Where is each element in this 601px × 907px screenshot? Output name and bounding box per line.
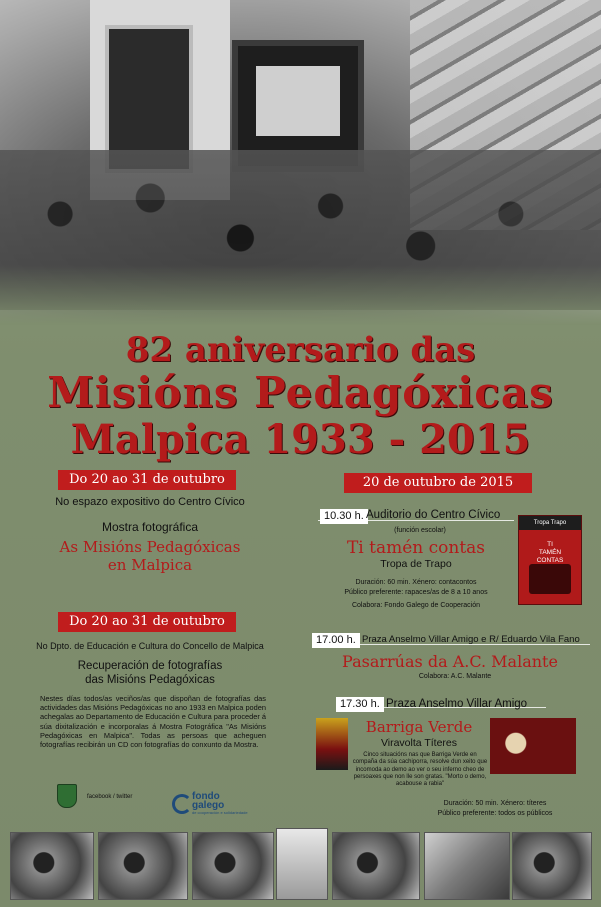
social-links[interactable]: facebook / twitter [87, 794, 133, 800]
exhibit-title-1: As Misións Pedagóxicas [59, 538, 241, 556]
ev2-title: Pasarrúas da A.C. Malante [342, 652, 558, 671]
thumb-photo-6 [424, 832, 510, 900]
ev1-note: (función escolar) [394, 527, 446, 534]
thumb-photo-4 [276, 828, 328, 900]
ev3-description: Cinco situacións nas que Barriga Verde en compaña da súa cachiporra, resolve dun xeito que incomoda ao demo ao ver o seu inferno cheo de persoaxes que non lle son gratas. "Morto o demo, acabouse a rabia" [352, 752, 488, 788]
ev1-company: Tropa de Trapo [380, 558, 452, 570]
fondo-galego-logo [172, 792, 252, 814]
title-line-1: 82 aniversario das [125, 330, 476, 370]
thumb-photo-2 [98, 832, 188, 900]
fondo-galego-sub: de cooperación e solidariedade [192, 810, 248, 815]
ev3-title: Barriga Verde [365, 718, 473, 736]
ev1-time: 10.30 h. [320, 509, 368, 524]
fondo-galego-text: fondo galego [192, 791, 225, 811]
book-header: Tropa Trapo [519, 516, 581, 530]
ev1-duration: Duración: 60 min. Xénero: contacontos [355, 579, 477, 586]
place-2: No Dpto. de Educación e Cultura do Concello de Malpica [36, 641, 264, 651]
ev2-collab: Colabora: A.C. Malante [418, 673, 492, 680]
thumb-photo-3 [192, 832, 274, 900]
malpica-crest-icon [57, 784, 77, 808]
recovery-line-2: das Misións Pedagóxicas [85, 674, 215, 686]
title-line-2: Misións Pedagóxicas [47, 368, 554, 417]
book-illustration [529, 564, 571, 594]
title-line-3: Malpica 1933 - 2015 [70, 416, 531, 463]
exhibit-title-2: en Malpica [107, 556, 193, 574]
ev1-title: Ti tamén contas [346, 538, 486, 558]
thumb-photo-7 [512, 832, 592, 900]
thumb-photo-5 [332, 832, 420, 900]
book-title: TI TAMÉN CONTAS [536, 541, 564, 564]
barriga-verde-photo-left [316, 718, 348, 770]
ev3-place: Praza Anselmo Villar Amigo [386, 698, 528, 710]
place-1: No espazo expositivo do Centro Cívico [55, 496, 245, 508]
date-tag-2: Do 20 ao 31 de outubro [58, 612, 236, 632]
ev3-company: Viravolta Títeres [380, 737, 458, 749]
date-tag-right: 20 de outubro de 2015 [344, 473, 532, 493]
ev2-place: Praza Anselmo Villar Amigo e R/ Eduardo Vila Fano [362, 634, 580, 645]
exhibit-label: Mostra fotográfica [101, 520, 199, 534]
fondo-galego-icon [172, 794, 192, 814]
thumb-photo-1 [10, 832, 94, 900]
recovery-line-1: Recuperación de fotografías [77, 660, 223, 672]
ev1-place: Auditorio do Centro Cívico [366, 509, 501, 521]
ev1-collab: Colabora: Fondo Galego de Cooperación [351, 602, 481, 609]
ev3-time: 17.30 h. [336, 697, 384, 712]
recovery-paragraph: Nestes días todos/as veciños/as que dispoñan de fotografías das actividades das Misións Pedagóxicas no ano 1933 en Malpica poden achegalas ao Departamento de Educación e Cultura para proceder á súa dixitalización e incorporalas á Mostra Fotográfica "As Misións Pedagóxicas en Malpica". Todas as persoas que acheguen fotografías recibirán un CD con fotografías do conxunto da Mostra. [40, 694, 266, 750]
barriga-verde-photo-right [490, 718, 576, 774]
historic-photo [0, 0, 601, 325]
ev2-time: 17.00 h. [312, 633, 360, 648]
ev1-public: Público preferente: rapaces/as de 8 a 10 anos [344, 589, 488, 596]
ev3-public: Público preferente: todos os públicos [437, 810, 553, 817]
ev3-duration: Duración: 50 min. Xénero: títeres [443, 800, 547, 807]
ti-tamen-contas-book-cover [518, 515, 582, 605]
photo-crowd [0, 150, 601, 310]
date-tag-1: Do 20 ao 31 de outubro [58, 470, 236, 490]
